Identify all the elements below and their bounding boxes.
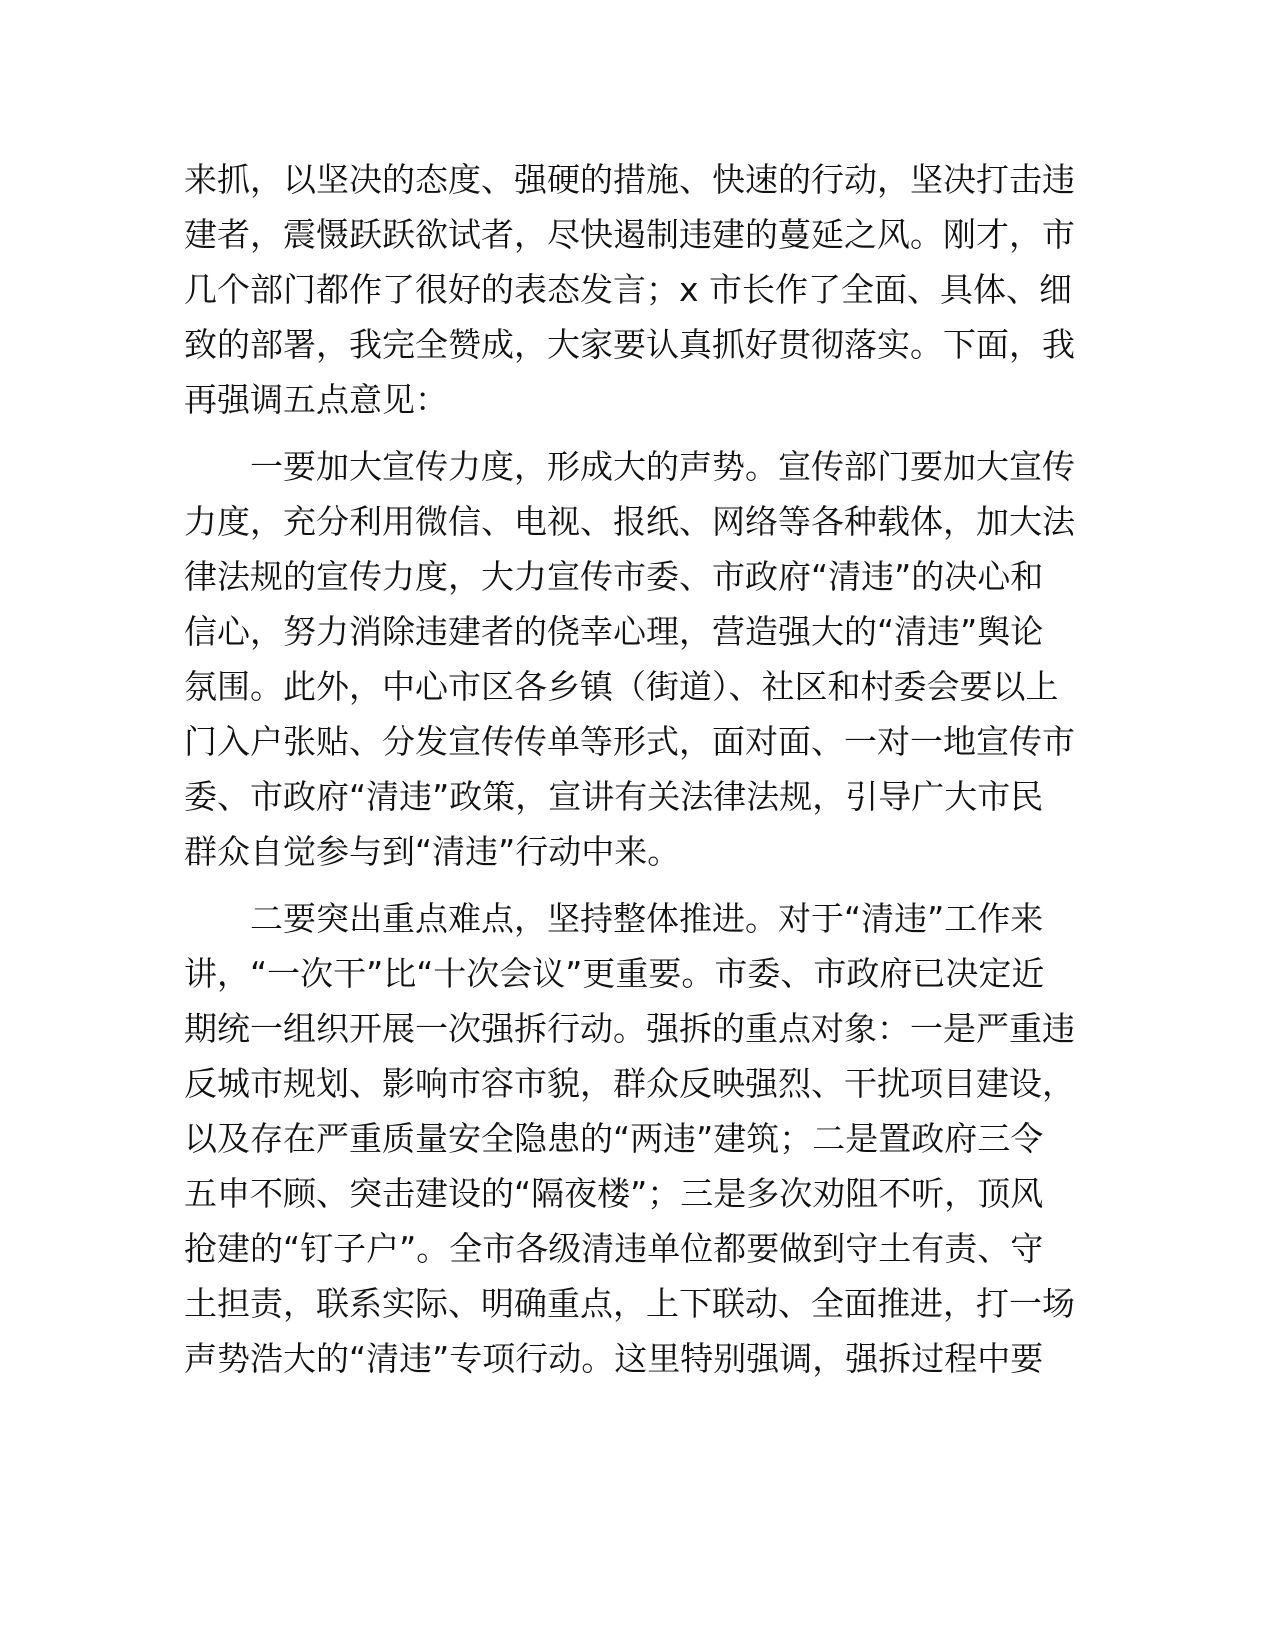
- text-line: 建者，震慑跃跃欲试者，尽快遏制违建的蔓延之风。刚才，市: [184, 215, 1075, 254]
- text-line: 再强调五点意见：: [184, 380, 448, 419]
- text-line: 期统一组织开展一次强拆行动。强拆的重点对象：一是严重违: [184, 1009, 1075, 1048]
- text-line: 抢建的“钉子户”。全市各级清违单位都要做到守土有责、守: [184, 1229, 1044, 1268]
- text-line: 五申不顾、突击建设的“隔夜楼”；三是多次劝阻不听，顶风: [184, 1174, 1044, 1213]
- paragraph-3: [184, 891, 1084, 1386]
- text-line: 以及存在严重质量安全隐患的“两违”建筑；二是置政府三令: [184, 1119, 1044, 1158]
- text-line: 声势浩大的“清违”专项行动。这里特别强调，强拆过程中要: [184, 1339, 1044, 1378]
- text-line: 几个部门都作了很好的表态发言；x 市长作了全面、具体、细: [184, 270, 1073, 309]
- text-line: 来抓，以坚决的态度、强硬的措施、快速的行动，坚决打击违: [184, 160, 1075, 199]
- text-line: 二要突出重点难点，坚持整体推进。对于“清违”工作来: [184, 899, 1044, 938]
- text-line: 讲，“一次干”比“十次会议”更重要。市委、市政府已决定近: [184, 954, 1045, 993]
- text-line: 委、市政府“清违”政策，宣讲有关法律法规，引导广大市民: [184, 777, 1044, 816]
- text-line: 信心，努力消除违建者的侥幸心理，营造强大的“清违”舆论: [184, 612, 1044, 651]
- text-line: 律法规的宣传力度，大力宣传市委、市政府“清违”的决心和: [184, 557, 1044, 596]
- text-line: 反城市规划、影响市容市貌，群众反映强烈、干扰项目建设，: [184, 1064, 1075, 1103]
- text-line: 群众自觉参与到“清违”行动中来。: [184, 832, 681, 871]
- paragraph-1: [184, 152, 1084, 427]
- text-line: 门入户张贴、分发宣传传单等形式，面对面、一对一地宣传市: [184, 722, 1075, 761]
- body-text: [184, 152, 1084, 1386]
- text-line: 致的部署，我完全赞成，大家要认真抓好贯彻落实。下面，我: [184, 325, 1075, 364]
- paragraph-2: [184, 439, 1084, 879]
- text-line: 氛围。此外，中心市区各乡镇（街道）、社区和村委会要以上: [184, 667, 1059, 706]
- text-line: 土担责，联系实际、明确重点，上下联动、全面推进，打一场: [184, 1284, 1075, 1323]
- text-line: 一要加大宣传力度，形成大的声势。宣传部门要加大宣传: [184, 447, 1075, 486]
- text-line: 力度，充分利用微信、电视、报纸、网络等各种载体，加大法: [184, 502, 1075, 541]
